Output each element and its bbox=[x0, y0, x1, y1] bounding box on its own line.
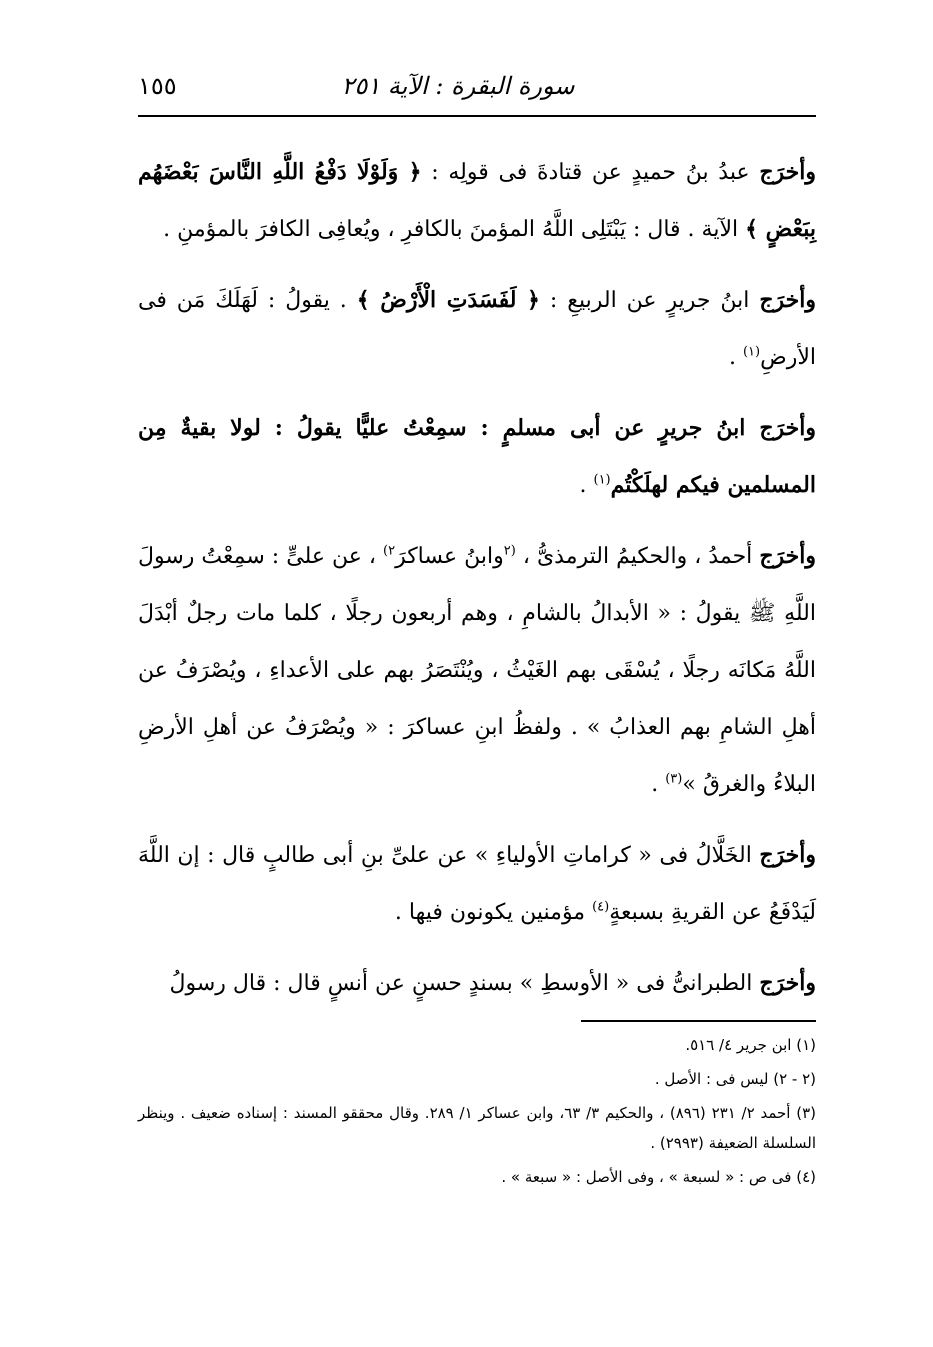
footnote: (٢ - ٢) ليس فى : الأصل . bbox=[654, 1070, 816, 1088]
paragraph-text: . bbox=[728, 345, 743, 370]
paragraph-text: . bbox=[579, 473, 594, 498]
footnote: (٤) فى ص : « لسبعة » ، وفى الأصل : « سبعة » . bbox=[501, 1168, 816, 1186]
running-title: سورة البقرة : الآية ٢٥١ bbox=[341, 72, 575, 100]
paragraph-text: عبدُ بنُ حميدٍ عن قتادةَ فى قولِه : bbox=[421, 160, 760, 185]
paragraph-text: مؤمنين يكونون فيها . bbox=[394, 900, 593, 925]
book-page bbox=[138, 60, 816, 1290]
paragraph-lead: وأخرَج bbox=[759, 415, 816, 441]
footnote-ref: (٢ bbox=[503, 543, 516, 559]
paragraph-text: ابنُ جريرٍ عن الربيعِ : bbox=[539, 288, 760, 313]
footnote: (١) ابن جرير ٤/ ٥١٦. bbox=[685, 1036, 816, 1054]
paragraph-lead: وأخرَج bbox=[759, 287, 816, 313]
paragraph-text: الطبرانىُّ فى « الأوسطِ » بسندٍ حسنٍ عن أنسٍ قال : قال رسولُ bbox=[169, 971, 760, 996]
footnote-ref: ٢) bbox=[383, 543, 396, 559]
paragraph-3 bbox=[138, 400, 816, 514]
paragraph-text: ابنُ جريرٍ عن أبى مسلمٍ : سمِعْتُ عليًّا يقولُ : لولا بقيةٌ مِن المسلمين فيكم لهلَكْتُم bbox=[138, 415, 816, 498]
paragraph-text: الآية . قال : يَبْتَلِى اللَّهُ المؤمنَ بالكافرِ ، ويُعافِى الكافرَ بالمؤمنِ . bbox=[163, 217, 746, 242]
footnote-ref: (١) bbox=[742, 344, 761, 360]
footnote-ref: (٤) bbox=[592, 899, 610, 915]
quran-quote: ﴿ وَلَوْلَا دَفْعُ اللَّهِ النَّاسَ بَعْضَهُم بِبَعْضٍ ﴾ bbox=[138, 159, 816, 242]
paragraph-text: أحمدُ ، والحكيمُ الترمذىُّ ، bbox=[515, 544, 760, 569]
paragraph-1 bbox=[138, 144, 816, 258]
paragraph-lead: وأخرَج bbox=[759, 970, 816, 996]
paragraph-5 bbox=[138, 827, 816, 941]
paragraph-4 bbox=[138, 528, 816, 813]
paragraph-2 bbox=[138, 272, 816, 386]
footnotes bbox=[138, 1030, 816, 1196]
header-rule bbox=[138, 115, 816, 117]
footnote: (٣) أحمد ٢/ ٢٣١ (٨٩٦) ، والحكيم ٣/ ٦٣، وابن عساكر ١/ ٢٨٩. وقال محققو المسند : إسناده ضعيف . وينظر السلسلة الضعيفة (٢٩٩٣) . bbox=[138, 1104, 816, 1152]
paragraph-text: ، عن علىٍّ : سمِعْتُ رسولَ اللَّهِ ﷺ يقولُ : « الأبدالُ بالشامِ ، وهم أربعون رجلًا ، كلما مات رجلٌ أبْدَلَ اللَّهُ مَكانَه رجلًا ، يُسْقَى بهم الغَيْثُ ، ويُنْتَصَرُ بهم على الأعداءِ ، ويُصْرَفُ عن أهلِ الشامِ بهم العذابُ » . ولفظُ ابنِ عساكرَ : « ويُصْرَفُ عن أهلِ الأرضِ البلاءُ والغرقُ » bbox=[138, 544, 816, 797]
footnote-ref: (٣) bbox=[665, 771, 683, 787]
paragraph-lead: وأخرَج bbox=[759, 543, 816, 569]
page-header bbox=[138, 72, 816, 112]
body-text bbox=[138, 144, 816, 1026]
paragraph-text: وابنُ عساكرَ bbox=[395, 544, 504, 569]
quran-quote: ﴿ لَفَسَدَتِ الْأَرْضُ ﴾ bbox=[356, 287, 540, 313]
footnote-ref: (١) bbox=[593, 472, 611, 488]
paragraph-text: الخَلَّالُ فى « كراماتِ الأولياءِ » عن علىِّ بنِ أبى طالبٍ قال : إن اللَّهَ لَيَدْفَعُ عن القريةِ بسبعةٍ bbox=[138, 843, 816, 925]
paragraph-text: . يقولُ : لَهَلَكَ مَن فى الأرضِ bbox=[138, 288, 816, 370]
paragraph-lead: وأخرَج bbox=[759, 842, 816, 868]
footnote-rule bbox=[581, 1020, 816, 1022]
paragraph-text: . bbox=[651, 772, 666, 797]
paragraph-6 bbox=[138, 955, 816, 1012]
paragraph-lead: وأخرَج bbox=[759, 159, 817, 185]
page-number: ١٥٥ bbox=[138, 72, 177, 100]
